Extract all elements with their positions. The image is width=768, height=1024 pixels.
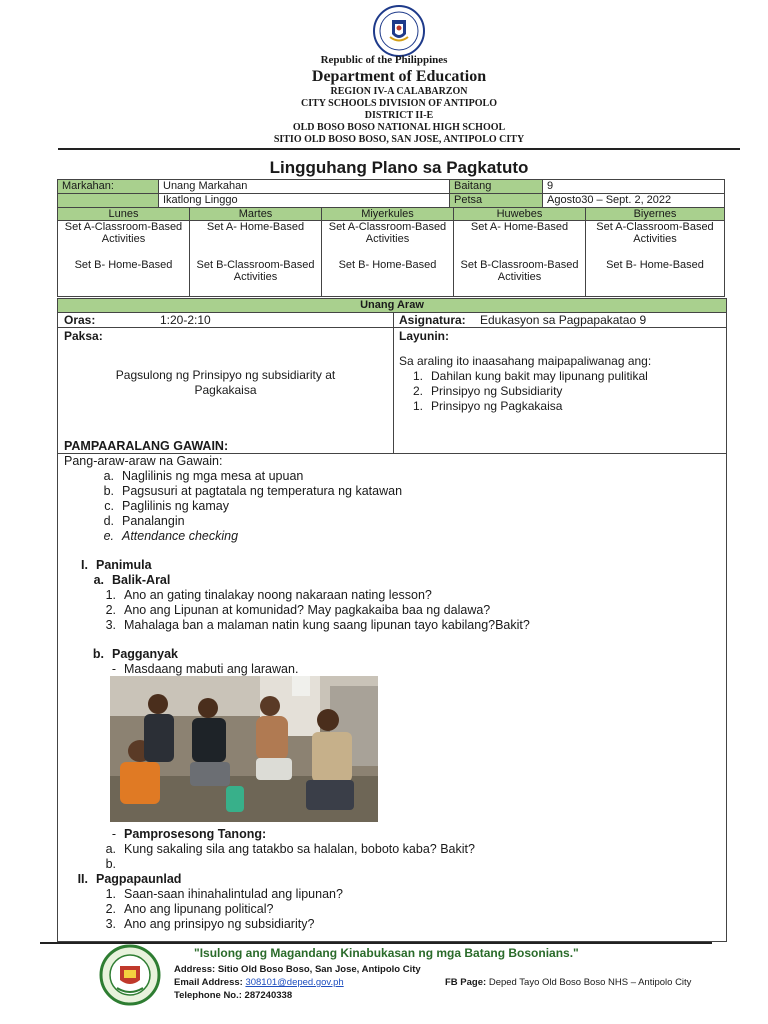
info-table: [57, 179, 725, 208]
republic-text: Republic of the Philippines: [320, 54, 448, 66]
school-seal-logo: [95, 944, 165, 1006]
district-text: DISTRICT II-E: [364, 110, 434, 121]
masdaang-text: - Masdaang mabuti ang larawan.: [111, 662, 299, 676]
pagpapaunlad-list: [64, 887, 714, 932]
list-item: 2. Ano ang Lipunan at komunidad? May pagkakaiba baa ng dalawa?: [105, 603, 491, 617]
list-item: 3. Ano ang prinsipyo ng subsidiarity?: [105, 917, 315, 931]
balik-aral-list: [64, 588, 714, 633]
column-divider: [393, 313, 394, 327]
asignatura-value: Edukasyon sa Pagpapakatao 9: [480, 313, 647, 327]
lesson-body: [64, 439, 714, 677]
list-item: 2. Prinsipyo ng Subsidiarity: [412, 384, 563, 398]
paksa-value: Pagsulong ng Prinsipyo ng subsidiarity at Pagkakaisa: [115, 368, 336, 397]
balik-aral-heading: a. Balik-Aral: [93, 573, 171, 587]
paksa-layunin-row: [58, 328, 726, 454]
day-header: Biyernes: [586, 208, 725, 221]
footer-telephone: Telephone No.: 287240338: [174, 990, 293, 1001]
list-item: a. Naglilinis ng mga mesa at upuan: [103, 469, 304, 483]
list-item: d. Panalangin: [103, 514, 185, 528]
school-address: SITIO OLD BOSO BOSO, SAN JOSE, ANTIPOLO CITY: [273, 134, 525, 145]
tanong-list: [64, 842, 714, 872]
day-header: Martes: [190, 208, 322, 221]
pagpapaunlad-heading: II. Pagpapaunlad: [77, 872, 182, 886]
markahan-label: Markahan:: [58, 180, 159, 194]
school-name: OLD BOSO BOSO NATIONAL HIGH SCHOOL: [292, 122, 506, 133]
lesson-body-lower: [64, 827, 714, 932]
set-a-text: Set A-Classroom-Based Activities: [596, 221, 714, 245]
layunin-intro: Sa araling ito inaasahang maipapaliwanag ang:: [399, 354, 652, 368]
days-table: [57, 207, 725, 297]
markahan-value: Unang Markahan: [159, 180, 450, 194]
list-item: 1. Saan-saan ihinahalintulad ang lipunan?: [105, 887, 343, 901]
asignatura-label: Asignatura:: [399, 313, 466, 327]
deped-seal-logo: [368, 4, 430, 58]
list-item: 1. Dahilan kung bakit may lipunang pulitikal: [412, 369, 648, 383]
footer-address: Address: Sitio Old Boso Boso, San Jose, Antipolo City: [174, 964, 421, 975]
email-link[interactable]: 308101@deped.gov.ph: [245, 977, 344, 988]
header-divider: [58, 148, 740, 150]
list-item: b.: [105, 857, 116, 871]
lesson-box: [57, 298, 727, 942]
list-item: c. Paglilinis ng kamay: [104, 499, 229, 513]
footer-fb: FB Page: Deped Tayo Old Boso Boso NHS – Antipolo City: [445, 977, 692, 988]
oras-row: [58, 313, 726, 328]
baitang-value: 9: [543, 180, 725, 194]
pang-araw-text: Pang-araw-araw na Gawain:: [64, 454, 223, 468]
gawain-list: [64, 469, 714, 544]
oras-label: Oras:: [64, 313, 96, 327]
list-item: e. Attendance checking: [103, 529, 239, 543]
set-b-text: Set B-Classroom-Based Activities: [460, 259, 579, 283]
document-title: Lingguhang Plano sa Pagkatuto: [269, 158, 529, 177]
day-header: Miyerkules: [322, 208, 454, 221]
list-item: 1. Ano an gating tinalakay noong nakaraan nating lesson?: [105, 588, 432, 602]
day-cell: [322, 221, 454, 297]
set-a-text: Set A-Classroom-Based Activities: [328, 221, 447, 245]
day-cell: [586, 221, 725, 297]
petsa-label: Petsa: [450, 194, 543, 208]
baitang-label: Baitang: [450, 180, 543, 194]
set-b-text: Set B- Home-Based: [74, 259, 173, 271]
set-b-text: Set B- Home-Based: [338, 259, 437, 271]
pamprosesong-heading: - Pamprosesong Tanong:: [111, 827, 267, 841]
oras-value: 1:20-2:10: [160, 313, 211, 327]
list-item: a. Kung sakaling sila ang tatakbo sa halalan, boboto kaba? Bakit?: [105, 842, 475, 856]
list-item: 1. Prinsipyo ng Pagkakaisa: [412, 399, 563, 413]
set-a-text: Set A- Home-Based: [470, 221, 569, 233]
day-cell: [454, 221, 586, 297]
list-item: b. Pagsusuri at pagtatala ng temperatura ng katawan: [103, 484, 403, 498]
set-a-text: Set A- Home-Based: [206, 221, 305, 233]
department-text: Department of Education: [311, 68, 487, 85]
school-motto: "Isulong ang Magandang Kinabukasan ng mga Batang Bosonians.": [194, 946, 579, 960]
day-cell: [58, 221, 190, 297]
lesson-photo: [110, 676, 378, 822]
araw-header: Unang Araw: [58, 299, 726, 313]
division-text: CITY SCHOOLS DIVISION OF ANTIPOLO: [301, 98, 497, 109]
pampaaralang-heading: PAMPAARALANG GAWAIN:: [64, 439, 229, 453]
list-item: 2. Ano ang lipunang political?: [105, 902, 274, 916]
linggo-value: Ikatlong Linggo: [159, 194, 450, 208]
linggo-label-cell: [58, 194, 159, 208]
panimula-heading: I. Panimula: [81, 558, 152, 572]
day-header: Huwebes: [454, 208, 586, 221]
set-b-text: Set B- Home-Based: [606, 259, 704, 271]
layunin-list: [399, 354, 719, 414]
paksa-label: Paksa:: [64, 329, 103, 343]
petsa-value: Agosto30 – Sept. 2, 2022: [543, 194, 725, 208]
layunin-label: Layunin:: [399, 329, 449, 343]
pagganyak-heading: b. Pagganyak: [92, 647, 179, 661]
column-divider: [393, 328, 394, 453]
set-a-text: Set A-Classroom-Based Activities: [64, 221, 183, 245]
list-item: 3. Mahalaga ban a malaman natin kung saang lipunan tayo kabilang?Bakit?: [105, 618, 530, 632]
day-cell: [190, 221, 322, 297]
footer-email: Email Address: 308101@deped.gov.ph: [174, 977, 344, 988]
set-b-text: Set B-Classroom-Based Activities: [196, 259, 315, 283]
day-header: Lunes: [58, 208, 190, 221]
region-text: REGION IV-A CALABARZON: [330, 86, 468, 97]
